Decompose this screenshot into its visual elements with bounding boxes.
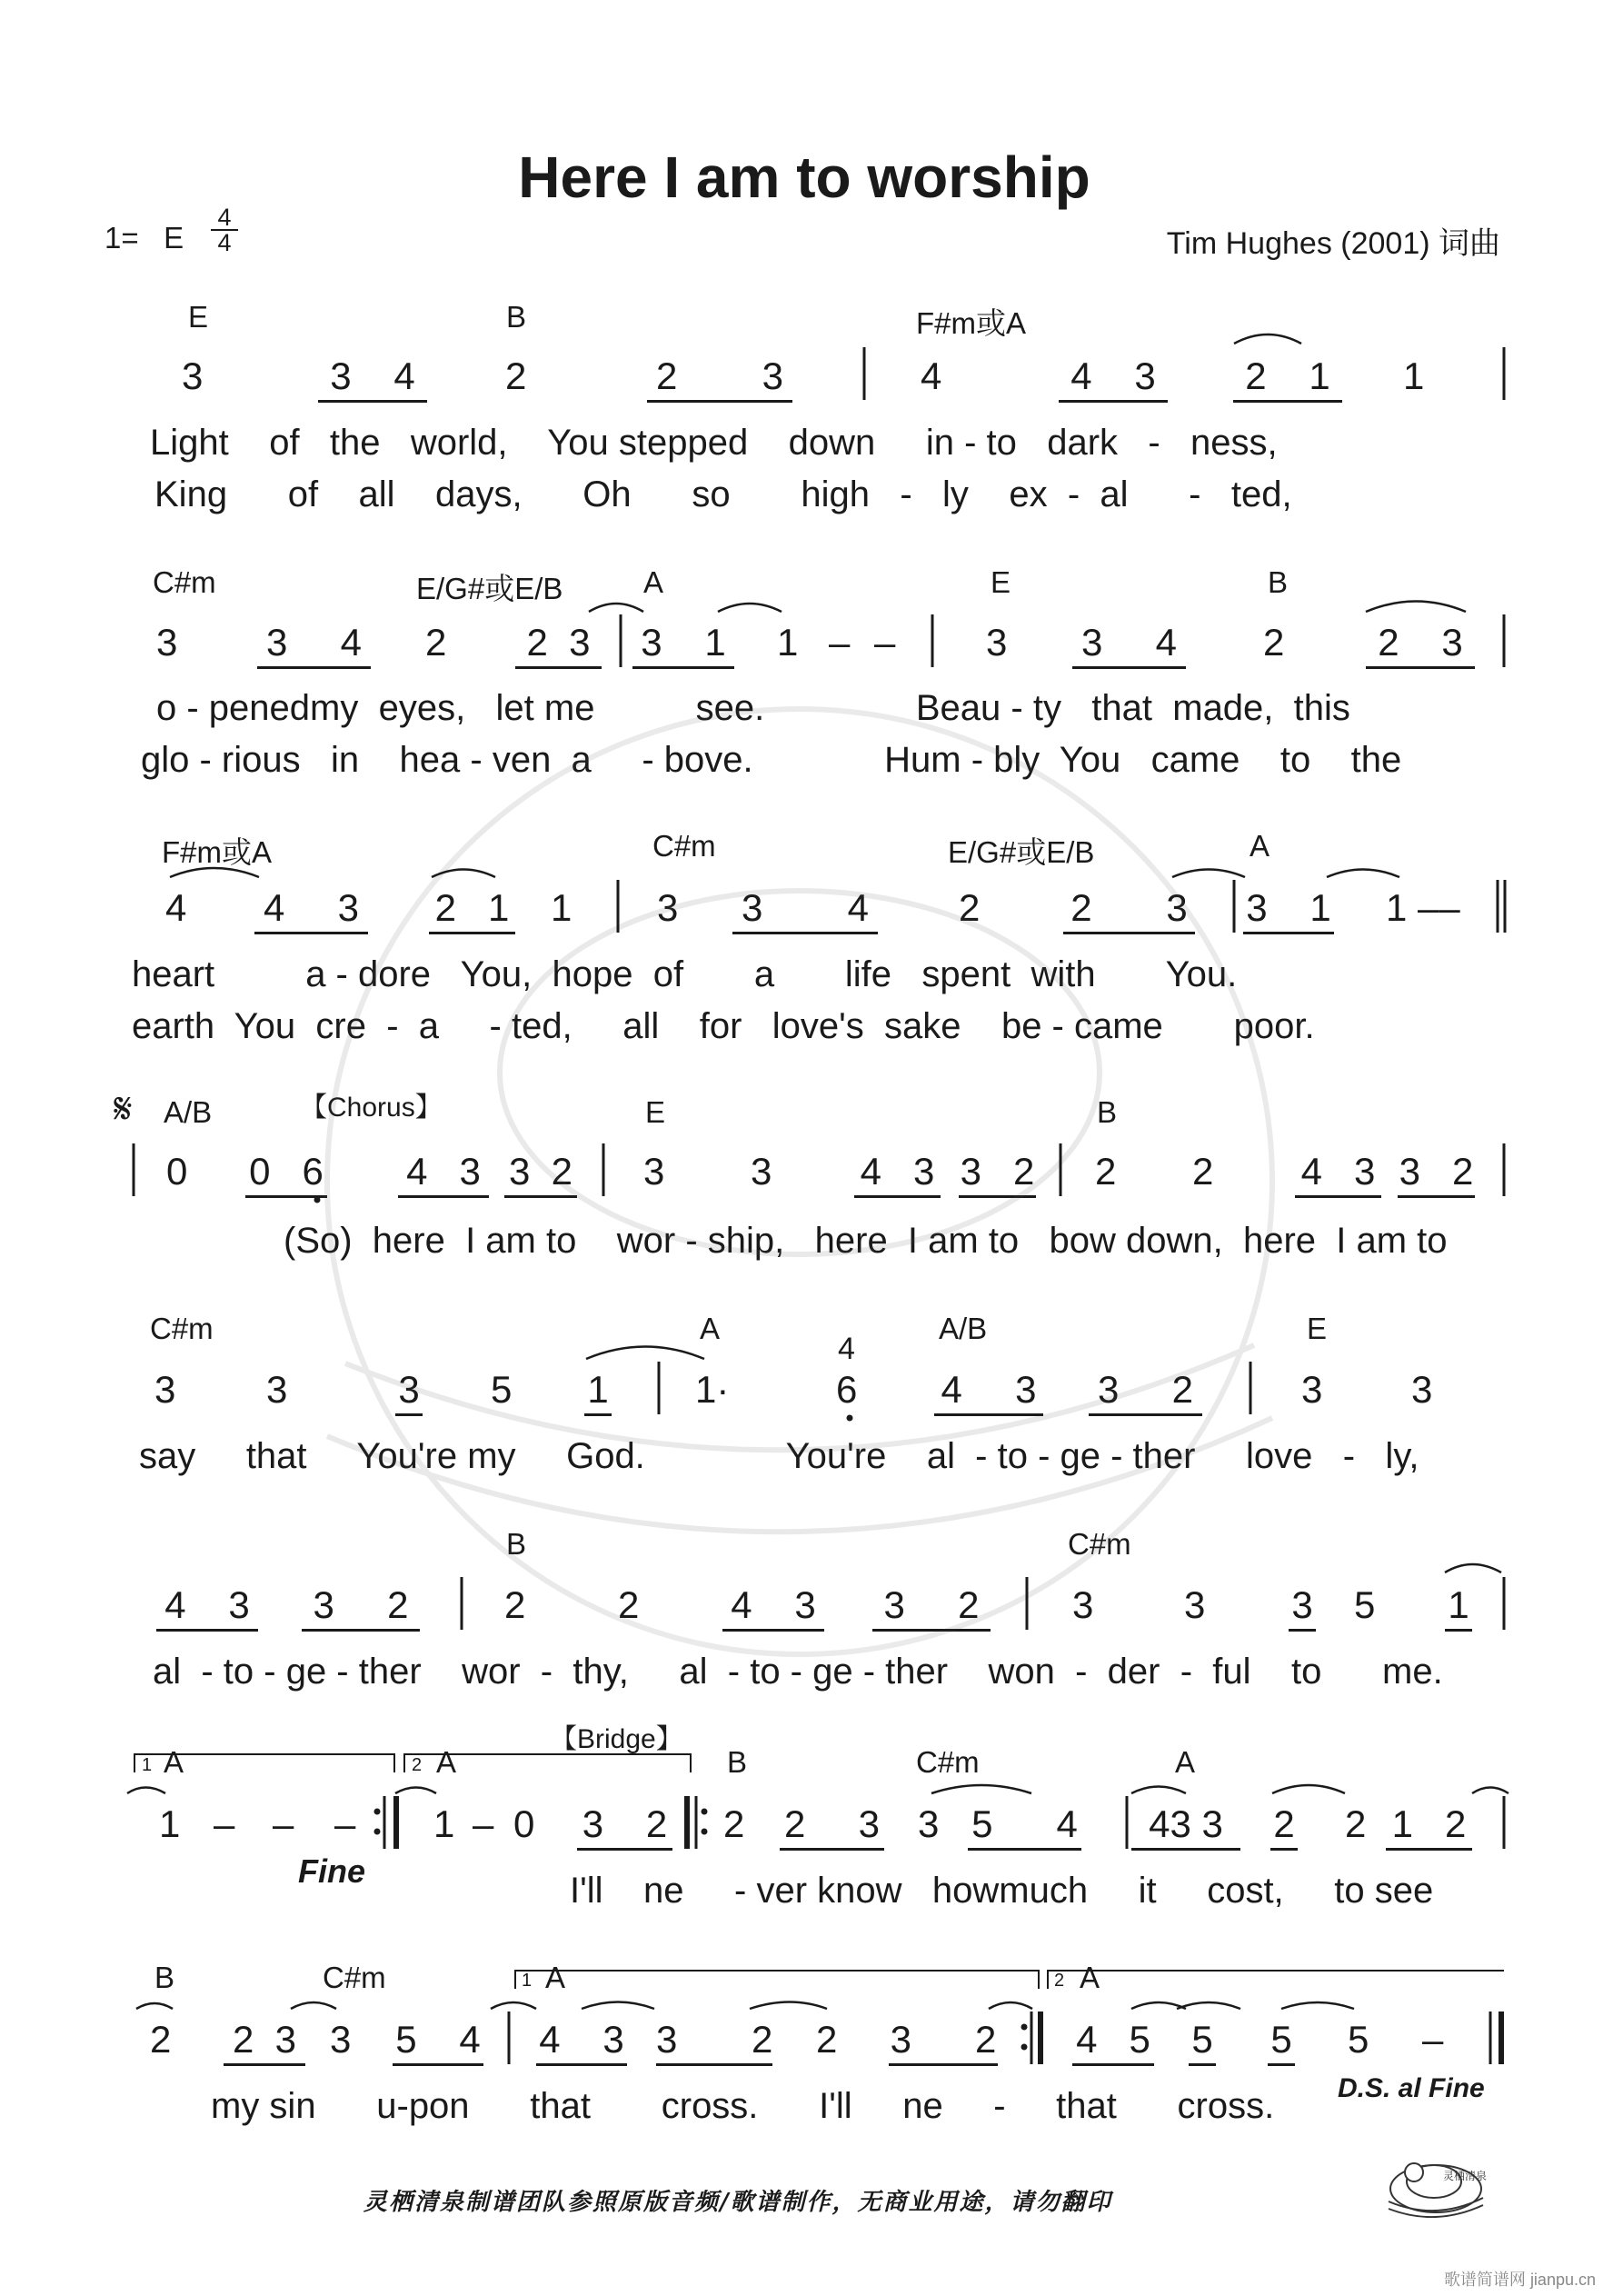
note: 3: [266, 1368, 288, 1411]
note: 4: [164, 1583, 186, 1626]
note: 4: [539, 2018, 561, 2061]
note: 3: [751, 1150, 772, 1193]
note: 3: [960, 1150, 981, 1193]
note: 1: [1445, 1583, 1472, 1632]
note: 3: [1184, 1583, 1206, 1626]
lyric-line: earth You cre - a - ted, all for love's sake be - came poor.: [132, 1006, 1315, 1046]
chord: A: [1080, 1961, 1100, 1994]
note: 3: [1354, 1150, 1376, 1193]
chord: A: [164, 1745, 184, 1779]
note: 1: [551, 886, 573, 929]
note: 4: [941, 1368, 962, 1411]
note: 0: [513, 1802, 535, 1845]
note: 3: [741, 886, 763, 929]
note: 2: [783, 1802, 806, 1845]
volta-1-number: 1: [142, 1755, 153, 1775]
note: 2: [975, 2018, 997, 2061]
note: 5: [971, 1802, 993, 1845]
note: 2: [1445, 1802, 1467, 1845]
key-prefix: 1=: [105, 221, 139, 255]
note: 4: [860, 1150, 881, 1193]
chord: A/B: [164, 1095, 213, 1129]
chord: E/G#或E/B: [416, 572, 563, 605]
lyric-line: my sin u-pon that cross. I'll ne - that cross.: [211, 2086, 1275, 2126]
note: 2: [505, 354, 527, 397]
lyric-line: King of all days, Oh so high - ly ex - al - ted,: [154, 474, 1292, 514]
note: 4: [1070, 354, 1092, 397]
chord: A: [700, 1312, 721, 1345]
note: 3: [986, 621, 1008, 664]
chord: A: [1250, 829, 1270, 863]
note: 2: [504, 1583, 526, 1626]
bridge-label: 【Bridge】: [550, 1724, 683, 1754]
note: 3: [883, 1583, 905, 1626]
note: 2: [1452, 1150, 1474, 1193]
chord: F#m或A: [162, 835, 273, 869]
background-watermark: [327, 709, 1272, 1654]
note: 2: [1245, 354, 1267, 397]
note: 3: [1080, 621, 1103, 664]
note: 3: [1289, 1583, 1316, 1632]
note: 2: [723, 1802, 745, 1845]
note: –: [273, 1802, 294, 1845]
time-bottom: 4: [217, 229, 232, 256]
note: 4: [847, 886, 870, 929]
chord: E: [188, 300, 209, 334]
chord: B: [1097, 1095, 1118, 1129]
note: 3: [337, 886, 360, 929]
note: 1: [777, 621, 799, 664]
note: 4: [459, 2018, 481, 2061]
note: 2: [1013, 1150, 1035, 1193]
chord: C#m: [1068, 1527, 1131, 1561]
note: 3: [1166, 886, 1188, 929]
note: 3: [602, 2018, 624, 2061]
note: 3: [913, 1150, 935, 1193]
volta-1-number: 1: [522, 1971, 533, 1991]
repeat-dots: [314, 1197, 1028, 2051]
note: 3: [330, 354, 352, 397]
chord: B: [506, 1527, 527, 1561]
note: 0: [249, 1150, 271, 1193]
note: 4: [340, 621, 363, 664]
chord: E: [1307, 1312, 1328, 1345]
note: 3: [1072, 1583, 1094, 1626]
note: 2: [387, 1583, 409, 1626]
note: 2: [618, 1583, 640, 1626]
note: 5: [1268, 2018, 1295, 2066]
note: 2: [1378, 621, 1399, 664]
note: 2: [816, 2018, 838, 2061]
volta-brackets: [134, 1754, 1504, 1989]
note: 3: [858, 1802, 881, 1845]
note: 3: [330, 2018, 352, 2061]
lyric-line: say that You're my God. You're al - to - ge - ther love - ly,: [139, 1436, 1419, 1476]
note: 2: [1263, 621, 1285, 664]
note: 3: [274, 2018, 297, 2061]
note: 3: [313, 1583, 334, 1626]
note: 2: [959, 886, 981, 929]
note: 2: [1270, 1802, 1298, 1851]
chord: B: [727, 1745, 748, 1779]
note: –: [473, 1802, 494, 1845]
chord: B: [154, 1961, 175, 1994]
note: 4: [1300, 1150, 1322, 1193]
note: 5: [491, 1368, 513, 1411]
lyric-line: glo - rious in hea - ven a - bove. Hum - bly You came to the: [141, 740, 1402, 780]
chord: B: [1268, 565, 1289, 599]
note: 5: [1348, 2018, 1369, 2061]
note: 1: [488, 886, 510, 929]
slurs: [127, 334, 1508, 2009]
note: 2: [645, 1802, 668, 1845]
chord: C#m: [323, 1961, 386, 1994]
lyric-line: Light of the world, You stepped down in - to dark - ness,: [150, 423, 1278, 463]
note: 2: [425, 621, 447, 664]
note: 1·: [695, 1368, 730, 1411]
note: 3: [794, 1583, 816, 1626]
volta-2-number: 2: [412, 1755, 423, 1775]
chord: C#m: [652, 829, 716, 863]
note: 3: [656, 2018, 678, 2061]
copyright-footer: 灵栖清泉制谱团队参照原版音频/歌谱制作，无商业用途，请勿翻印: [363, 2189, 1112, 2216]
note: 4: [406, 1150, 428, 1193]
note: 3: [641, 621, 662, 664]
note: 1: [159, 1802, 181, 1845]
note: 1: [1309, 886, 1331, 929]
note: 2: [434, 886, 456, 929]
note: 1: [584, 1368, 612, 1416]
barlines: [134, 347, 1505, 2064]
note: 3: [1134, 354, 1156, 397]
fine-mark: Fine: [298, 1852, 366, 1890]
note: 2: [655, 354, 678, 397]
note: 3: [1301, 1368, 1323, 1411]
note: 0: [166, 1150, 188, 1193]
ds-al-fine-mark: D.S. al Fine: [1338, 2073, 1485, 2103]
note: 3: [890, 2018, 911, 2061]
chord: A/B: [939, 1312, 988, 1345]
note: –: [829, 621, 851, 664]
note: 3: [395, 1368, 423, 1416]
note: 4: [838, 1332, 855, 1366]
note: 4: [731, 1583, 752, 1626]
volta-2-number: 2: [1054, 1971, 1065, 1991]
note: –: [1422, 2018, 1444, 2061]
note: 3: [182, 354, 204, 397]
note: 2: [1070, 886, 1092, 929]
note: –: [214, 1802, 235, 1845]
lyric-line: al - to - ge - ther wor - thy, al - to - ge - ther won - der - ful to me.: [153, 1652, 1443, 1692]
note: 3: [643, 1150, 665, 1193]
lyric-line: heart a - dore You, hope of a life spent with You.: [132, 954, 1238, 994]
note: 4: [393, 354, 415, 397]
note: 1: [704, 621, 726, 664]
chord: E: [645, 1095, 666, 1129]
segno-sign: 𝄋: [114, 1083, 133, 1134]
chord: A: [643, 565, 664, 599]
note: 2: [1095, 1150, 1117, 1193]
note: 3: [1246, 886, 1268, 929]
note: 2: [232, 2018, 254, 2061]
note: 2: [526, 621, 548, 664]
chord: E: [991, 565, 1011, 599]
note: 3: [228, 1583, 250, 1626]
note: 3: [569, 621, 591, 664]
note: 3: [657, 886, 679, 929]
note: 2: [752, 2018, 773, 2061]
note: 5: [1129, 2018, 1150, 2061]
chord: C#m: [150, 1312, 214, 1345]
note: 6: [302, 1150, 324, 1193]
note: 2: [551, 1150, 573, 1193]
note: 3: [1097, 1368, 1120, 1411]
note: 2: [1345, 1802, 1367, 1845]
note: 2: [1192, 1150, 1214, 1193]
chord: A: [436, 1745, 457, 1779]
note: 3: [1170, 1802, 1191, 1845]
note: 5: [395, 2018, 417, 2061]
note: 4: [263, 886, 285, 929]
note: 3: [1201, 1802, 1223, 1845]
chord: B: [506, 300, 527, 334]
note: 6: [836, 1368, 858, 1411]
note: –: [334, 1802, 356, 1845]
chord: A: [1175, 1745, 1196, 1779]
note: 3: [459, 1150, 481, 1193]
note: –: [874, 621, 896, 664]
note: 4: [165, 886, 187, 929]
note: 3: [582, 1802, 604, 1845]
note: 1: [1309, 354, 1330, 397]
watermark: 歌谱简谱网 jianpu.cn: [1443, 2271, 1596, 2289]
page-title: Here I am to worship: [518, 145, 1090, 210]
note: 3: [508, 1150, 531, 1193]
note: 2: [150, 2018, 172, 2061]
note: 1: [1386, 886, 1408, 929]
note: 5: [1189, 2018, 1216, 2066]
chord: C#m: [916, 1745, 980, 1779]
note: 3: [156, 621, 178, 664]
lyric-line: I'll ne - ver know howmuch it cost, to see: [570, 1871, 1434, 1911]
note: 3: [154, 1368, 176, 1411]
note: 4: [1056, 1802, 1078, 1845]
note: ––: [1418, 886, 1460, 929]
lyric-line: o - penedmy eyes, let me see. Beau - ty that made, this: [156, 688, 1350, 728]
note: 3: [1411, 1368, 1433, 1411]
note: 4: [1149, 1802, 1170, 1845]
chorus-label: 【Chorus】: [300, 1093, 443, 1123]
composer: Tim Hughes (2001) 词曲: [1166, 226, 1500, 261]
chord: E/G#或E/B: [948, 835, 1095, 869]
note: 3: [1015, 1368, 1037, 1411]
note: 3: [918, 1802, 940, 1845]
chord: C#m: [153, 565, 216, 599]
note: 2: [958, 1583, 980, 1626]
note: 3: [1441, 621, 1463, 664]
note: 1: [1391, 1802, 1413, 1845]
time-top: 4: [211, 205, 238, 231]
note: 4: [1155, 621, 1178, 664]
chord: A: [545, 1961, 566, 1994]
note: 4: [921, 354, 942, 397]
chord: F#m或A: [916, 306, 1027, 340]
note: 1: [433, 1802, 455, 1845]
stamp-text: 灵栖清泉: [1443, 2170, 1488, 2182]
lyric-line: (So) here I am to wor - ship, here I am to bow down, here I am to: [284, 1221, 1448, 1261]
note: 3: [1399, 1150, 1420, 1193]
note: 4: [1076, 2018, 1098, 2061]
note: 3: [762, 354, 784, 397]
note: 3: [265, 621, 288, 664]
note: 1: [1403, 354, 1425, 397]
note: 2: [1171, 1368, 1194, 1411]
note: 5: [1354, 1583, 1376, 1626]
key-tonic: E: [164, 221, 184, 255]
